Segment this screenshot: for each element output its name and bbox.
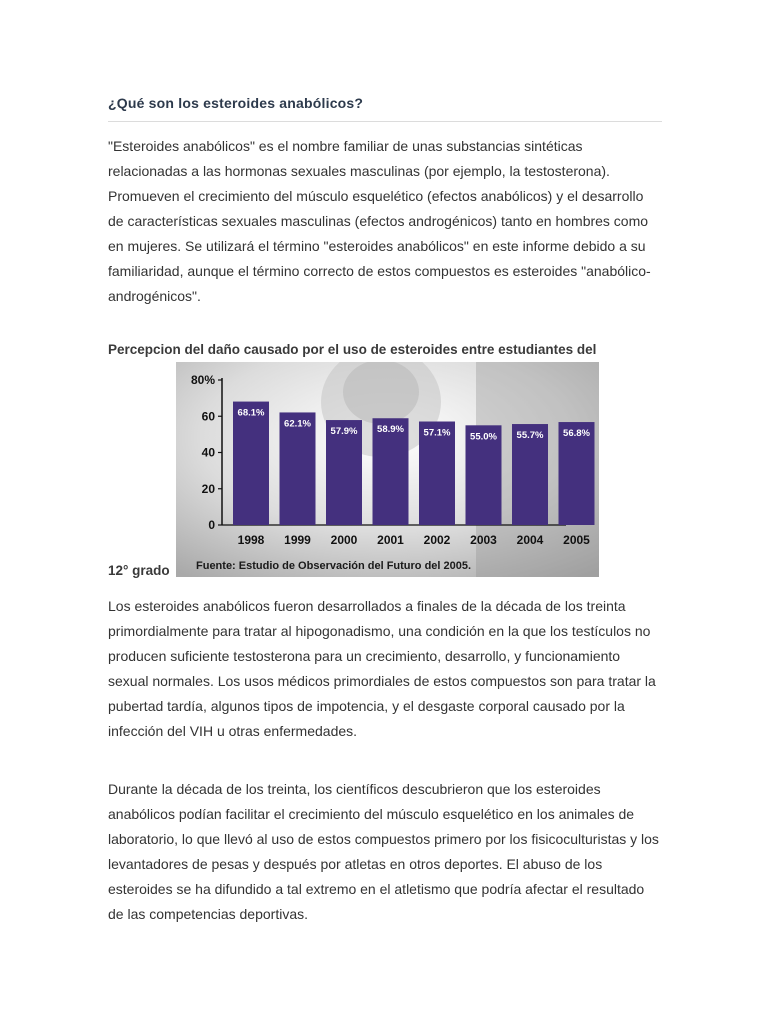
bar-1998: [233, 402, 269, 525]
history-paragraph: Los esteroides anabólicos fueron desarrollados a finales de la década de los treinta primordialmente para tratar al hipogonadismo, una condición en la que los testículos no producen suficiente testosterona para un crecimiento, desarrollo, y funcionamiento sexual normales. Los usos médicos primordiales de estos compuestos son para tratar la pubertad tardía, algunos tipos de impotencia, y el desgaste corporal causado por la infección del VIH u otras enfermedades.: [108, 598, 656, 739]
chart-caption-end: 12° grado: [108, 563, 170, 578]
article-heading: ¿Qué son los esteroides anabólicos?: [108, 95, 364, 111]
y-tick-label-40: 40: [201, 445, 215, 460]
bar-value-label-2005: 56.8%: [563, 428, 590, 440]
chart-svg: [176, 362, 599, 577]
bar-value-label-2004: 55.7%: [516, 430, 544, 442]
bar-value-label-1998: 68.1%: [237, 407, 265, 419]
chart-caption: Percepcion del daño causado por el uso de esteroides entre estudiantes del: [108, 342, 597, 357]
intro-paragraph: "Esteroides anabólicos" es el nombre familiar de unas substancias sintéticas relacionadas a las hormonas sexuales masculinas (por ejemplo, la testosterona). Promueven el crecimiento del músculo esquelético (efectos anabólicos) y el desarrollo de características sexuales masculinas (efectos androgénicos) tanto en hombres como en mujeres. Se utilizará el término "esteroides anabólicos" en este informe debido a su familiaridad, aunque el término correcto de estos compuestos es esteroides "anabólico-androgénicos".: [108, 138, 651, 304]
y-tick-label-20: 20: [201, 481, 215, 496]
x-tick-label-2004: 2004: [516, 533, 544, 547]
bar-value-label-2000: 57.9%: [330, 426, 358, 438]
x-tick-label-1998: 1998: [237, 533, 265, 547]
steroid-perception-chart: [176, 362, 599, 577]
chart-source: Fuente: Estudio de Observación del Futuro del 2005.: [196, 560, 472, 572]
athletics-paragraph: Durante la década de los treinta, los científicos descubrieron que los esteroides anabólicos podían facilitar el crecimiento del músculo esquelético en los animales de laboratorio, lo que llevó al uso de estos compuestos primero por los fisicoculturistas y los levantadores de pesas y después por atletas en otros deportes. El abuso de los esteroides se ha difundido a tal extremo en el atletismo que podría afectar el resultado de las competencias deportivas.: [108, 781, 659, 922]
bar-value-label-1999: 62.1%: [284, 418, 311, 430]
x-tick-label-2001: 2001: [377, 533, 404, 547]
x-tick-label-2005: 2005: [563, 533, 590, 547]
y-tick-label-80: 80%: [190, 373, 215, 387]
bar-value-label-2002: 57.1%: [423, 427, 451, 439]
bar-value-label-2003: 55.0%: [470, 431, 497, 443]
bar-value-label-2001: 58.9%: [377, 424, 404, 436]
heading-divider: [108, 121, 662, 122]
y-tick-label-0: 0: [208, 518, 215, 532]
x-tick-label-1999: 1999: [284, 533, 311, 547]
x-tick-label-2002: 2002: [423, 533, 451, 547]
y-tick-label-60: 60: [201, 409, 215, 424]
x-tick-label-2003: 2003: [470, 533, 497, 547]
x-tick-label-2000: 2000: [330, 533, 358, 547]
background-figure-head: [343, 362, 419, 424]
